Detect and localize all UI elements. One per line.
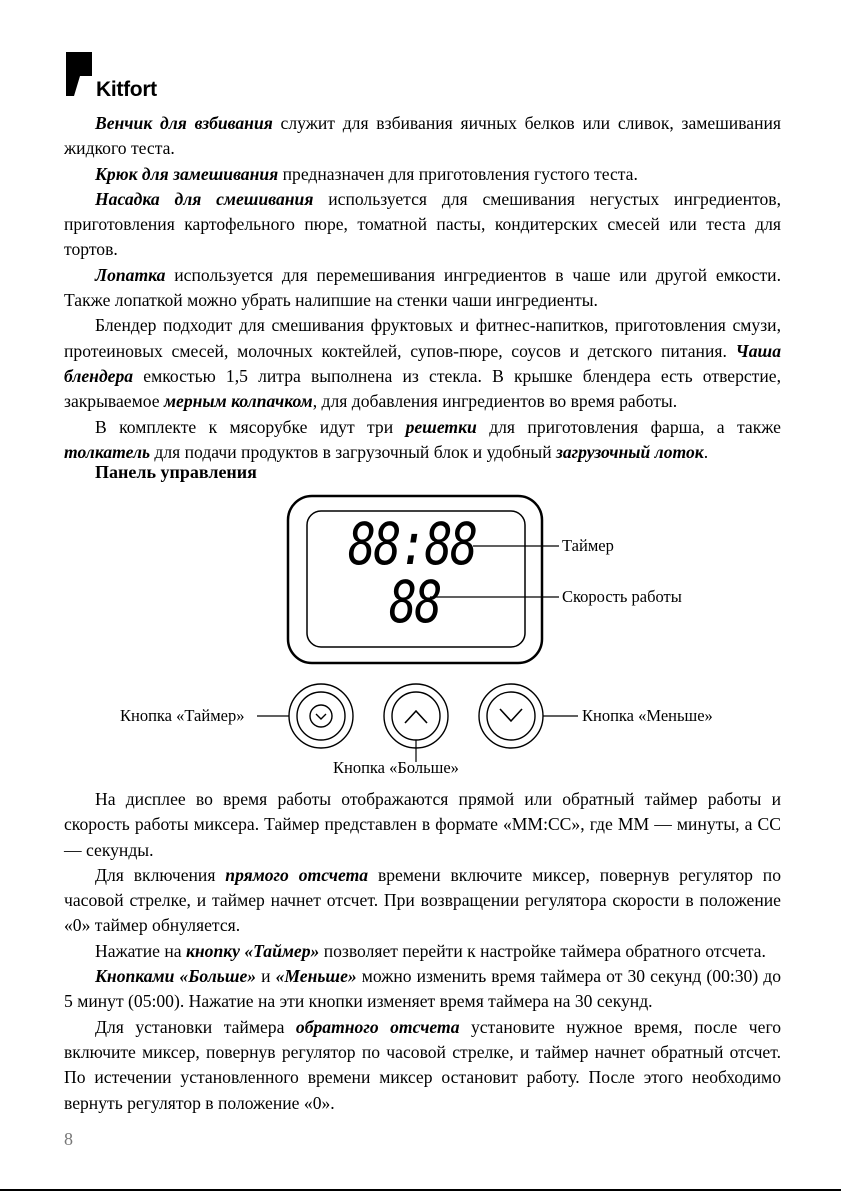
paragraph-timer-button xyxy=(64,939,781,964)
bottom-rule xyxy=(0,1189,841,1191)
page-number: 8 xyxy=(64,1129,73,1149)
term-spatula: Лопатка xyxy=(95,264,166,285)
paragraph-text: времени включите миксер, повернув регулятор по часовой стрелке, и таймер начнет отсчет. При возвращении регулятора скорости в положение «0» таймер обнуляется. xyxy=(64,864,782,936)
term-whisk: Венчик для взбивания xyxy=(95,113,273,133)
label-button-less: Кнопка «Меньше» xyxy=(582,706,713,725)
paragraph-display: На дисплее во время работы отображаются прямой или обратный таймер работы и скорость работы миксера. Таймер представлен в формате «ММ:СС», где ММ — минуты, а СС — секунды. xyxy=(64,789,781,860)
label-speed: Скорость работы xyxy=(562,587,682,606)
term-countdown: обратного отсчета xyxy=(295,1016,460,1037)
button-timer[interactable] xyxy=(289,684,353,748)
chevron-down-icon xyxy=(500,709,522,721)
paragraph-text: Для установки таймера xyxy=(95,1016,296,1037)
paragraph-text: Для включения xyxy=(95,864,226,885)
term-hook: Крюк для замешивания xyxy=(95,163,279,184)
term-measuring-cap: мерным колпачком xyxy=(163,391,313,412)
paragraph-more-less-buttons xyxy=(64,964,781,1015)
paragraph-text: предназначен для приготовления густого теста. xyxy=(278,163,638,184)
paragraph-text: позволяет перейти к настройке таймера обратного отсчета. xyxy=(319,940,766,961)
paragraph-text: Нажатие на xyxy=(95,940,186,961)
paragraph-forward-count xyxy=(64,863,781,939)
chevron-up-icon xyxy=(405,711,427,723)
paragraph-text: установите нужное время, после чего включите миксер, повернув регулятор по часовой стрелке, и таймер начнет обратный отсчет. По истечении установленного времени миксер остановит работу. После этого необходимо вернуть регулятор в положение «0». xyxy=(64,1016,782,1113)
term-less-button: «Меньше» xyxy=(275,966,357,987)
display-speed-digits: 88 xyxy=(389,568,441,636)
term-pusher: толкатель xyxy=(64,441,151,462)
display-timer-digits: 88:88 xyxy=(348,510,476,578)
brand-name: Kitfort xyxy=(96,78,157,101)
paragraph-text: емкостью 1,5 литра выполнена из стекла. В крышке блендера есть отверстие, закрываемое xyxy=(64,365,781,412)
chevron-down-icon xyxy=(316,714,326,719)
term-timer-button: кнопку «Таймер» xyxy=(185,940,320,961)
term-loading-tray: загрузочный лоток xyxy=(556,441,704,462)
paragraph-text: можно изменить время таймера от 30 секунд (00:30) до 5 минут (05:00). Нажатие на эти кнопки изменяет время таймера на 30 секунд. xyxy=(64,966,781,1012)
label-button-more: Кнопка «Больше» xyxy=(333,758,459,777)
paragraph-text: Блендер подходит для смешивания фруктовых и фитнес-напитков, приготовления смузи, протеиновых смесей, молочных коктейлей, супов-пюре, соусов и детского питания. xyxy=(64,315,781,361)
term-mixer-attachment: Насадка для смешивания xyxy=(95,188,314,209)
check-circle-icon xyxy=(310,705,332,727)
paragraph-text: для приготовления фарша, а также xyxy=(476,416,781,437)
paragraph-text: В комплекте к мясорубке идут три xyxy=(95,416,406,437)
display-description-text xyxy=(64,787,781,1116)
button-more[interactable] xyxy=(384,684,448,748)
paragraph-countdown xyxy=(64,1015,781,1116)
label-timer: Таймер xyxy=(562,536,614,555)
paragraph-text: , для добавления ингредиентов во время работы. xyxy=(312,391,678,412)
term-grids: решетки xyxy=(405,416,477,437)
paragraph-text: используется для смешивания негустых ингредиентов, приготовления картофельного пюре, томатной пасты, кондитерских смесей или теста для тортов. xyxy=(64,188,781,260)
section-heading-control-panel: Панель управления xyxy=(95,462,257,482)
term-forward-count: прямого отсчета xyxy=(225,864,369,885)
paragraph-text: служит для взбивания яичных белков или сливок, замешивания жидкого теста. xyxy=(64,113,781,159)
paragraph-text: для подачи продуктов в загрузочный блок и удобный xyxy=(150,441,557,462)
paragraph-text: . xyxy=(703,441,709,462)
paragraph-text: используется для перемешивания ингредиентов в чаше или другой емкости. Также лопаткой можно убрать налипшие на стенки чаши ингредиенты. xyxy=(64,264,781,311)
term-blender-jar: Чаша блендера xyxy=(64,340,781,386)
label-button-timer: Кнопка «Таймер» xyxy=(120,706,245,725)
button-less[interactable] xyxy=(479,684,543,748)
term-more-button: Кнопками «Больше» xyxy=(95,966,257,987)
paragraph-text: и xyxy=(256,966,276,987)
